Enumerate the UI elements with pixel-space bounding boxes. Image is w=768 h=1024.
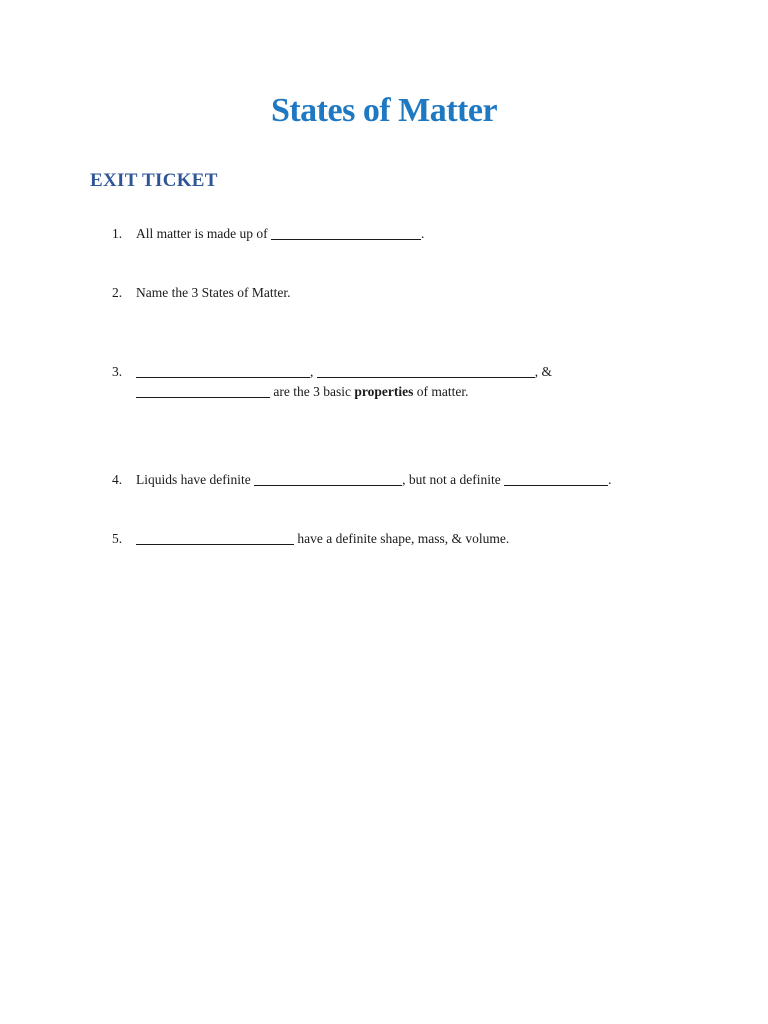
question-prompt-middle: , but not a definite (402, 472, 501, 487)
answer-blank[interactable] (317, 363, 535, 378)
question-number: 1. (112, 226, 123, 241)
emphasis-word: properties (354, 384, 414, 399)
punctuation: . (608, 472, 612, 487)
question-text (136, 470, 611, 490)
question-prompt: are the 3 basic (273, 384, 351, 399)
punctuation: . (420, 226, 425, 241)
answer-blank[interactable] (136, 383, 270, 398)
answer-blank[interactable] (136, 530, 294, 545)
answer-blank[interactable] (271, 225, 421, 240)
question-text-line-2 (136, 382, 468, 402)
separator: , & (534, 364, 553, 379)
question-prompt-end: of matter. (416, 384, 469, 399)
question-text (136, 529, 509, 549)
section-heading: EXIT TICKET (90, 170, 218, 191)
answer-blank[interactable] (504, 471, 608, 486)
separator: , (310, 364, 314, 379)
question-prompt: Liquids have definite (136, 472, 251, 487)
question-number: 4. (112, 472, 123, 487)
question-text-line-1 (136, 362, 552, 382)
page-title: States of Matter (270, 92, 498, 129)
answer-blank[interactable] (254, 471, 402, 486)
question-prompt: Name the 3 States of Matter. (136, 285, 291, 300)
question-prompt: All matter is made up of (136, 226, 268, 241)
question-number: 3. (112, 364, 123, 379)
question-prompt: have a definite shape, mass, & volume. (297, 531, 510, 546)
answer-blank[interactable] (136, 363, 310, 378)
question-number: 5. (112, 531, 123, 546)
question-text (136, 224, 424, 244)
question-number: 2. (112, 285, 123, 300)
